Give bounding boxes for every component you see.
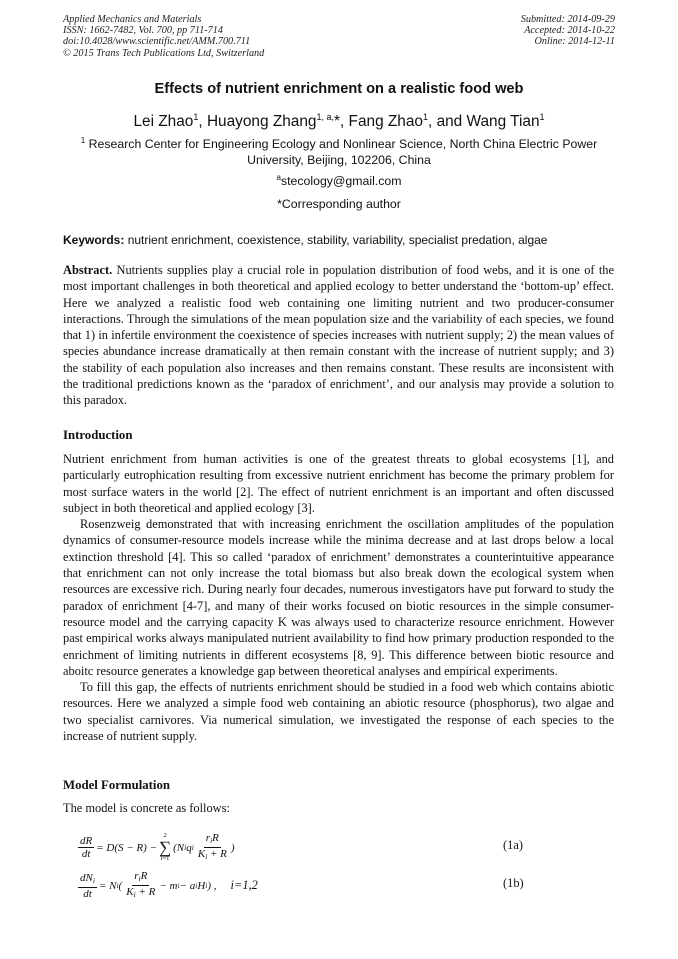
equation-number: (1a) bbox=[503, 838, 523, 852]
eq-term: + R bbox=[210, 848, 227, 860]
equation-1b bbox=[76, 870, 258, 901]
eq-subscript: i bbox=[116, 881, 119, 890]
eq-term: − m bbox=[159, 879, 178, 892]
author-affil-mark: 1 bbox=[193, 111, 199, 122]
affiliation-text: Research Center for Engineering Ecology and Nonlinear Science, North China Electric Power University, Beijing, 102206, China bbox=[88, 137, 598, 167]
eq-numerator: dR bbox=[80, 835, 93, 847]
eq-rate-fraction bbox=[196, 832, 229, 863]
abstract bbox=[63, 262, 614, 409]
abstract-label: Abstract. bbox=[63, 263, 113, 277]
journal-copyright: © 2015 Trans Tech Publications Ltd, Switzerland bbox=[63, 47, 265, 59]
paragraph: Nutrient enrichment from human activities is one of the greatest threats to global ecosystems [1], and particularly eutrophication resulting from excessive nutrient enrichment has become the primary problem for most surface waters in the world [2]. The effect of nutrient enrichment is an important and often discussed subject in both theoretical and applied ecology [3]. bbox=[63, 452, 614, 515]
journal-doi[interactable]: doi:10.4028/www.scientific.net/AMM.700.711 bbox=[63, 36, 251, 48]
affiliation bbox=[70, 137, 608, 168]
journal-header-left bbox=[63, 14, 264, 59]
eq-subscript: i bbox=[184, 843, 187, 852]
keywords bbox=[63, 233, 623, 247]
eq-term: dN bbox=[80, 871, 93, 884]
eq-term: R bbox=[212, 832, 219, 844]
affiliation-mark: 1 bbox=[80, 135, 86, 145]
equation-number: (1b) bbox=[503, 876, 524, 890]
sum-lower-limit: i=1 bbox=[160, 855, 170, 862]
eq-denominator: dt bbox=[81, 848, 91, 860]
eq-term: r bbox=[134, 870, 139, 882]
author-affil-mark: 1 bbox=[539, 111, 545, 122]
eq-term: − a bbox=[179, 879, 196, 892]
eq-numerator bbox=[204, 832, 221, 848]
author-name: Fang Zhao bbox=[348, 113, 423, 130]
email-mark: a bbox=[276, 172, 281, 182]
submitted-date: Submitted: 2014-09-29 bbox=[520, 14, 615, 25]
model-intro: The model is concrete as follows: bbox=[63, 801, 230, 815]
author-name: Huayong Zhang bbox=[206, 113, 317, 130]
eq-term: R bbox=[140, 870, 148, 882]
corresponding-star: * bbox=[333, 113, 340, 130]
paragraph: To fill this gap, the effects of nutrients enrichment should be studied in a food web which contains abiotic resources. Here we analyzed a simple food web containing an abiotic resource (phosphorus), two algae and two specialist carnivores. Via numerical simulation, we investigated the response of each species to the increase of nutrient supply. bbox=[63, 680, 614, 744]
introduction-heading: Introduction bbox=[63, 428, 133, 442]
eq-term: = D(S − R) − bbox=[96, 841, 157, 854]
eq-term: = N bbox=[98, 879, 117, 892]
author-name: Lei Zhao bbox=[133, 113, 194, 130]
eq-term: K bbox=[126, 886, 134, 898]
paragraph: Rosenzweig demonstrated that with increasing enrichment the oscillation amplitudes of the population dynamics of consumer-resource models increase while the minima decrease and at last drops below a local extinction threshold [4]. This so called ‘paradox of enrichment’ demonstrates a counterintuitive appearance that enrichment can not only increase the total biomass but also break down the ecological system when resources are excessive rich. During nearly four decades, numerous investigators have put forward to study the paradox of enrichment [4-7], and many of their works focused on biotic resources in the simple consumer-resource model and the carrying capacity K was always used to characterize resource enrichment. However past empirical works always manipulated nutrient availability to find how primary production responded to the enrichment of limiting nutrients in different ecosystems [8, 9]. This difference between biotic resource and aboitc resource generates a knowledge gap between theoretical analyses and empirical experiments. bbox=[63, 517, 614, 678]
eq-numerator bbox=[132, 870, 149, 886]
author-affil-mark: 1 bbox=[422, 111, 428, 122]
author-name: and Wang Tian bbox=[436, 113, 540, 130]
journal-issn: ISSN: 1662-7482, Vol. 700, pp 711-714 bbox=[63, 25, 223, 37]
model-heading: Model Formulation bbox=[63, 778, 170, 792]
eq-term: K bbox=[197, 848, 206, 860]
eq-term: ) , bbox=[207, 879, 217, 892]
journal-name: Applied Mechanics and Materials bbox=[63, 14, 202, 25]
eq-term: H bbox=[197, 879, 206, 892]
journal-header-right bbox=[521, 14, 615, 48]
eq-subscript: i bbox=[92, 875, 95, 885]
eq-denominator bbox=[196, 848, 229, 863]
online-date: Online: 2014-12-11 bbox=[534, 36, 615, 48]
eq-subscript: i bbox=[133, 890, 136, 899]
eq-denominator bbox=[124, 886, 157, 901]
eq-term: + R bbox=[138, 886, 156, 898]
eq-numerator bbox=[78, 872, 97, 888]
eq-subscript: i bbox=[205, 852, 208, 861]
eq-subscript: i bbox=[177, 881, 180, 890]
keywords-text: nutrient enrichment, coexistence, stability, variability, specialist predation, algae bbox=[127, 233, 548, 247]
author-email bbox=[0, 174, 678, 188]
eq-term: ( bbox=[118, 879, 123, 892]
email-text[interactable]: stecology@gmail.com bbox=[280, 174, 402, 188]
eq-rate-fraction bbox=[124, 870, 157, 901]
eq-term: (N bbox=[173, 841, 185, 854]
eq-subscript: i bbox=[210, 836, 213, 845]
keywords-label: Keywords: bbox=[63, 233, 125, 247]
equation-1a bbox=[76, 832, 235, 863]
summation-symbol bbox=[159, 832, 171, 863]
eq-term: r bbox=[205, 832, 211, 844]
author-separator: , bbox=[428, 113, 437, 130]
eq-subscript: i bbox=[205, 881, 208, 890]
corresponding-author: *Corresponding author bbox=[277, 197, 401, 211]
eq-term: ) bbox=[230, 841, 235, 854]
author-separator: , bbox=[339, 113, 349, 130]
eq-subscript: i bbox=[191, 843, 194, 852]
eq-subscript: i bbox=[138, 874, 141, 883]
abstract-text: Nutrients supplies play a crucial role in population distribution of food webs, and it is one of the most important challenges in both theoretical and applied ecology to better understand the ‘bottom-up’ effect. Here we analyzed a realistic food web containing one limiting nutrient and two producer-consumer interactions. Through the simulations of the mean population size and the variability of each species, we found that 1) in infertile environment the coexistence of species increases with nutrient supply; 2) the mean values of species abundance increase dramatically at then remain constant with the increase of nutrient supply; and 3) the stability of each population also increases and then remains constant. These results are inconsistent with the traditional predictions known as the ‘paradox of enrichment’, and our analysis may provide a solution to this paradox. bbox=[63, 263, 614, 408]
author-list bbox=[0, 113, 678, 131]
eq-denominator: dt bbox=[83, 887, 92, 900]
eq-lhs-fraction bbox=[78, 872, 97, 900]
eq-index-range: i=1,2 bbox=[230, 878, 258, 892]
eq-term: q bbox=[186, 841, 192, 854]
sum-upper-limit: 2 bbox=[163, 832, 167, 839]
author-affil-mark: 1, a, bbox=[316, 111, 334, 122]
eq-subscript: i bbox=[195, 881, 198, 890]
author-separator: , bbox=[198, 113, 207, 130]
eq-lhs-fraction bbox=[78, 835, 94, 860]
accepted-date: Accepted: 2014-10-22 bbox=[524, 25, 615, 37]
sigma-icon: ∑ bbox=[159, 838, 172, 857]
paper-title: Effects of nutrient enrichment on a realistic food web bbox=[154, 81, 524, 97]
introduction-body bbox=[63, 451, 614, 744]
